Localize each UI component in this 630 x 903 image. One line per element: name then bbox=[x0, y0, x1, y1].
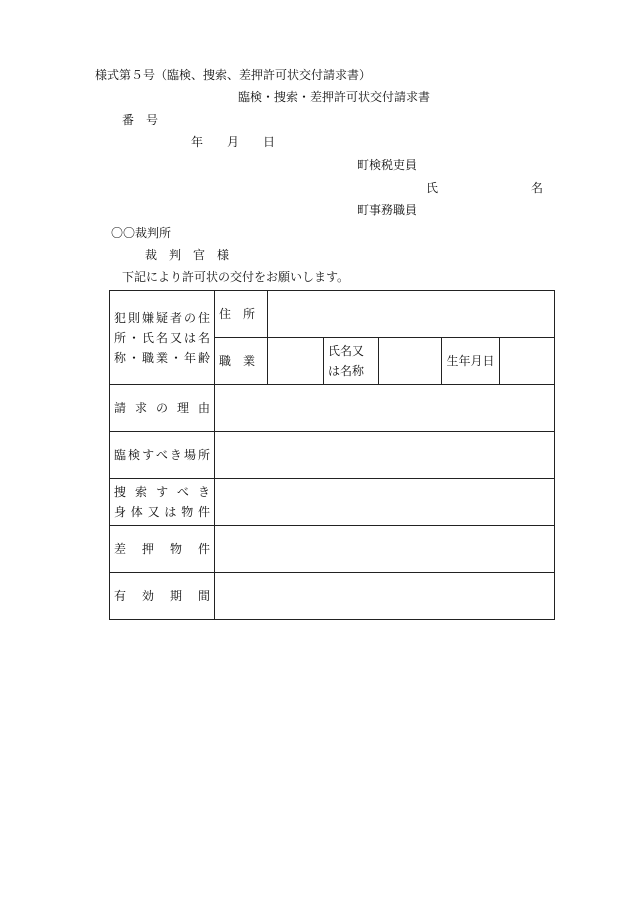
validity-period-label: 有効期間 bbox=[110, 573, 215, 620]
document-title: 臨検・捜索・差押許可状交付請求書 bbox=[238, 90, 431, 104]
office-staff-label: 町事務職員 bbox=[357, 203, 418, 217]
search-label-line1: 捜索すべき bbox=[114, 485, 210, 499]
search-target-label bbox=[110, 479, 215, 526]
number-label: 番 号 bbox=[122, 113, 159, 127]
suspect-label-line3: 称・職業・年齢 bbox=[114, 350, 210, 365]
reason-field[interactable] bbox=[215, 385, 555, 432]
name-label-shi: 氏 bbox=[426, 181, 439, 195]
name-label-line2: は名称 bbox=[328, 364, 365, 378]
inspection-place-field[interactable] bbox=[215, 432, 555, 479]
name-label-mei: 名 bbox=[531, 181, 544, 195]
court-name: 〇〇裁判所 bbox=[111, 226, 172, 240]
occupation-label: 職 業 bbox=[215, 338, 268, 385]
birthdate-label: 生年月日 bbox=[442, 338, 500, 385]
inspection-place-label: 臨検すべき場所 bbox=[110, 432, 215, 479]
seizure-items-label: 差押物件 bbox=[110, 526, 215, 573]
reason-label: 請求の理由 bbox=[110, 385, 215, 432]
suspect-info-label bbox=[110, 291, 215, 385]
seizure-items-field[interactable] bbox=[215, 526, 555, 573]
judge-salutation: 裁 判 官 様 bbox=[145, 248, 230, 262]
suspect-label-line1: 犯則嫌疑者の住 bbox=[114, 310, 210, 325]
suspect-label-line2: 所・氏名又は名 bbox=[114, 330, 210, 345]
occupation-field[interactable] bbox=[268, 338, 324, 385]
validity-period-field[interactable] bbox=[215, 573, 555, 620]
search-target-field[interactable] bbox=[215, 479, 555, 526]
name-label-line1: 氏名又 bbox=[328, 344, 365, 358]
name-label bbox=[324, 338, 379, 385]
address-label: 住 所 bbox=[215, 291, 268, 338]
date-label: 年 月 日 bbox=[191, 135, 276, 149]
birthdate-field[interactable] bbox=[500, 338, 555, 385]
address-field[interactable] bbox=[268, 291, 555, 338]
request-form-table bbox=[109, 290, 555, 620]
search-label-line2: 身体又は物件 bbox=[114, 505, 210, 519]
tax-official-label: 町検税吏員 bbox=[357, 158, 418, 172]
name-field[interactable] bbox=[379, 338, 442, 385]
intro-text: 下記により許可状の交付をお願いします。 bbox=[122, 270, 350, 284]
form-id: 様式第５号（臨検、捜索、差押許可状交付請求書） bbox=[95, 68, 372, 82]
